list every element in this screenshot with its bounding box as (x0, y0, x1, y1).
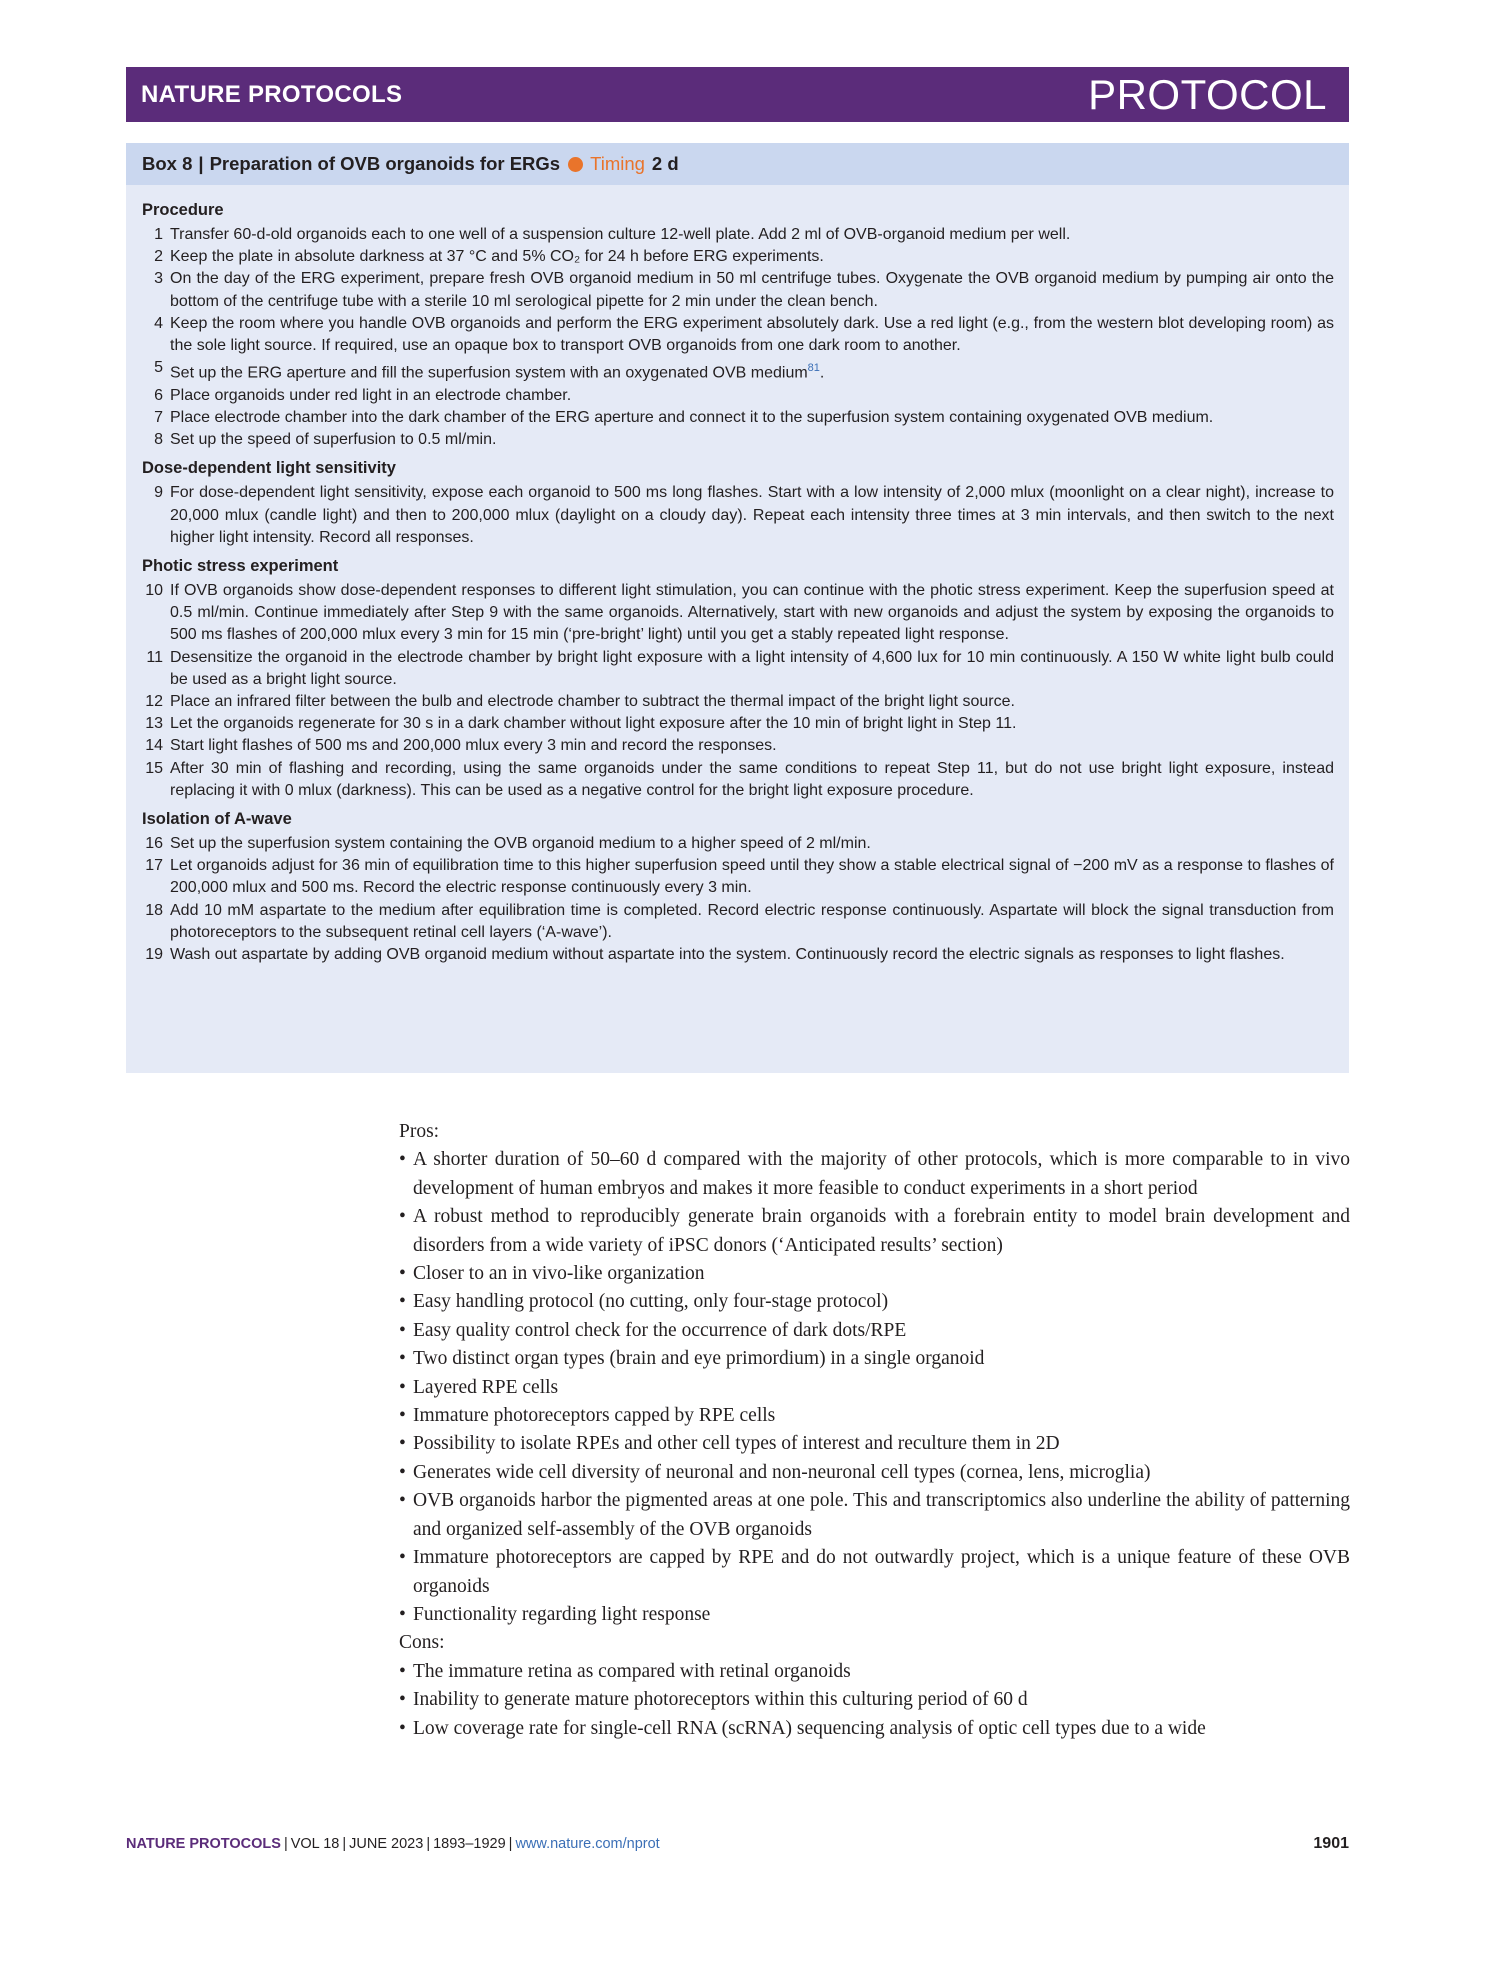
step-number: 3 (154, 270, 163, 288)
footer-url-link[interactable]: www.nature.com/nprot (515, 1836, 660, 1852)
step-text-block (170, 385, 1334, 407)
procedure-step (138, 647, 1334, 691)
pro-item (399, 1601, 1350, 1629)
con-item (399, 1686, 1350, 1714)
step-number: 4 (154, 314, 163, 332)
step-text: Place electrode chamber into the dark chamber of the ERG aperture and connect it to the superfusion system containing oxygenated OVB medium. (170, 408, 1214, 426)
step-text-block (170, 647, 1334, 691)
bullet-icon: • (399, 1603, 406, 1625)
page-footer (126, 1832, 1349, 1856)
bullet-icon: • (399, 1490, 406, 1512)
pro-item (399, 1345, 1350, 1373)
bullet-icon: • (399, 1689, 406, 1711)
step-number: 5 (154, 359, 163, 377)
procedure-step (138, 429, 1334, 451)
box-section-heading: Procedure (142, 201, 224, 219)
bullet-icon: • (399, 1717, 406, 1739)
step-text: Place organoids under red light in an electrode chamber. (170, 386, 572, 404)
step-text: Add 10 mM aspartate to the medium after equilibration time is completed. Record electric response continuously. Aspartate will block the signal transduction from photoreceptors to the subsequent retinal cell layers (‘A-wave’). (170, 901, 1334, 941)
procedure-step (138, 357, 1334, 385)
section-type-label: PROTOCOL (1088, 70, 1327, 118)
step-text: For dose-dependent light sensitivity, expose each organoid to 500 ms long flashes. Start with a low intensity of 2,000 mlux (moonlight on a clear night), increase to 20,000 mlux (candle light) and then to 200,000 mlux (daylight on a cloudy day). Repeat each intensity three times at 3 min intervals, and then switch to the next higher light intensity. Record all responses. (170, 484, 1334, 546)
step-text-block (170, 580, 1334, 647)
bullet-icon: • (399, 1461, 406, 1483)
bullet-text: Easy quality control check for the occurrence of dark dots/RPE (413, 1319, 907, 1341)
bullet-text: Two distinct organ types (brain and eye primordium) in a single organoid (413, 1348, 985, 1370)
step-number: 7 (154, 408, 163, 426)
bullet-icon: • (399, 1291, 406, 1313)
timing-value: 2 d (651, 153, 679, 174)
procedure-step (138, 268, 1334, 312)
step-text: Let organoids adjust for 36 min of equilibration time to this higher superfusion speed until they show a stable electrical signal of −200 mV as a response to flashes of 200,000 mlux and 500 ms. Record the electric response continuously every 3 min. (170, 857, 1334, 897)
box-title: Preparation of OVB organoids for ERGs (209, 153, 561, 174)
procedure-step (138, 944, 1334, 966)
step-text-block (170, 357, 1334, 385)
step-text: Keep the plate in absolute darkness at 37 °C and 5% CO₂ for 24 h before ERG experiments. (170, 248, 824, 266)
page-number: 1901 (1313, 1835, 1349, 1852)
procedure-step (138, 482, 1334, 549)
step-number: 18 (145, 901, 163, 919)
procedure-step (138, 855, 1334, 899)
box-number: Box 8 (142, 153, 193, 174)
box-section-heading: Isolation of A-wave (142, 810, 292, 828)
bullet-text: Inability to generate mature photoreceptors within this culturing period of 60 d (413, 1689, 1028, 1711)
procedure-step (138, 246, 1334, 268)
bullet-icon: • (399, 1405, 406, 1427)
step-text-block (170, 268, 1334, 312)
step-number: 6 (154, 386, 163, 404)
timing-dot-icon (568, 157, 583, 172)
pro-item (399, 1203, 1350, 1260)
box-8 (126, 143, 1349, 1073)
pro-item (399, 1260, 1350, 1288)
step-text: Keep the room where you handle OVB organoids and perform the ERG experiment absolutely dark. Use a red light (e.g., from the western blot developing room) as the sole light source. If required, use an opaque box to transport OVB organoids from one dark room to another. (170, 314, 1334, 355)
step-text-block (170, 855, 1334, 899)
bullet-icon: • (399, 1149, 406, 1171)
bullet-text: Functionality regarding light response (413, 1603, 711, 1625)
step-text-block (170, 224, 1334, 246)
footer-journal: NATURE PROTOCOLS (126, 1836, 281, 1852)
step-number: 11 (146, 648, 163, 666)
bullet-text: Possibility to isolate RPEs and other cell types of interest and reculture them in 2D (413, 1433, 1060, 1455)
step-text-block (170, 758, 1334, 802)
pro-item (399, 1430, 1350, 1458)
step-text-block (170, 944, 1334, 966)
step-text: Desensitize the organoid in the electrode chamber by bright light exposure with a light intensity of 4,600 lux for 10 min continuously. A 150 W white light bulb could be used as a bright light source. (170, 648, 1334, 688)
reference-link[interactable]: 81 (807, 362, 820, 375)
con-item (399, 1658, 1350, 1686)
bullet-icon: • (399, 1433, 406, 1455)
bullet-icon: • (399, 1319, 406, 1341)
step-number: 1 (154, 226, 163, 243)
step-number: 10 (145, 581, 163, 599)
pros-label: Pros: (399, 1121, 440, 1142)
bullet-text: OVB organoids harbor the pigmented areas at one pole. This and transcriptomics also underline the ability of patterning and organized self-assembly of the OVB organoids (413, 1490, 1350, 1540)
procedure-step (138, 407, 1334, 429)
step-text-block (170, 313, 1334, 357)
procedure-step (138, 713, 1334, 735)
step-text-block (170, 691, 1334, 713)
bullet-text: Immature photoreceptors are capped by RPE and do not outwardly project, which is a unique feature of these OVB organoids (413, 1547, 1350, 1597)
footer-pages: 1893–1929 (433, 1836, 506, 1852)
cons-label: Cons: (399, 1632, 445, 1654)
box-body (126, 185, 1349, 966)
step-text: Set up the superfusion system containing the OVB organoid medium to a higher speed of 2 ml/min. (170, 835, 871, 852)
bullet-text: Closer to an in vivo-like organization (413, 1263, 705, 1285)
bullet-text: Low coverage rate for single-cell RNA (scRNA) sequencing analysis of optic cell types due to a wide (413, 1717, 1206, 1739)
box-title-separator: | (198, 153, 204, 174)
step-number: 17 (145, 857, 163, 875)
con-item (399, 1715, 1350, 1743)
step-text-block (170, 713, 1334, 735)
step-number: 2 (154, 248, 163, 266)
procedure-step (138, 224, 1334, 246)
procedure-step (138, 758, 1334, 802)
step-text: If OVB organoids show dose-dependent responses to different light stimulation, you can continue with the photic stress experiment. Keep the superfusion speed at 0.5 ml/min. Continue immediately after Step 9 with the same organoids. Alternatively, start with new organoids and adjust the system by exposing the organoids to 500 ms flashes of 200,000 mlux every 3 min for 15 min (‘pre-bright’ light) until you get a stably repeated light response. (170, 581, 1334, 644)
step-text: Wash out aspartate by adding OVB organoid medium without aspartate into the system. Continuously record the electric signals as responses to light flashes. (170, 946, 1285, 964)
step-text-tail: . (819, 364, 825, 382)
step-number: 13 (145, 715, 163, 733)
step-text: Start light flashes of 500 ms and 200,000 mlux every 3 min and record the responses. (170, 737, 777, 755)
step-number: 15 (145, 759, 163, 777)
step-text: Place an infrared filter between the bulb and electrode chamber to subtract the thermal impact of the bright light source. (170, 692, 1015, 710)
pro-item (399, 1288, 1350, 1316)
pros-cons-list (399, 1118, 1350, 1743)
procedure-step (138, 900, 1334, 944)
step-text-block (170, 407, 1334, 429)
bullet-text: A robust method to reproducibly generate brain organoids with a forebrain entity to model brain development and disorders from a wide variety of iPSC donors (‘Anticipated results’ section) (413, 1206, 1350, 1256)
step-text: Let the organoids regenerate for 30 s in a dark chamber without light exposure after the 10 min of bright light in Step 11. (170, 715, 1017, 733)
pro-item (399, 1146, 1350, 1203)
step-text: After 30 min of flashing and recording, using the same organoids under the same conditions to repeat Step 11, but do not use bright light exposure, instead replacing it with 0 mlux (darkness). This can be used as a negative control for the bright light exposure procedure. (170, 759, 1334, 799)
step-text-block (170, 246, 1334, 268)
pro-item (399, 1544, 1350, 1601)
step-text-block (170, 429, 1334, 451)
footer-citation: NATURE PROTOCOLS | VOL 18 | JUNE 2023 | 1893–1929 | www.nature.com/nprot (126, 1836, 660, 1852)
bullet-text: A shorter duration of 50–60 d compared with the majority of other protocols, which is more comparable to in vivo development of human embryos and makes it more feasible to conduct experiments in a short period (413, 1149, 1350, 1199)
procedure-step (138, 580, 1334, 647)
step-number: 8 (154, 431, 163, 449)
step-text: Set up the ERG aperture and fill the superfusion system with an oxygenated OVB medium (170, 364, 808, 382)
bullet-text: Layered RPE cells (413, 1376, 559, 1398)
timing-label: Timing (590, 153, 645, 174)
bullet-icon: • (399, 1348, 406, 1370)
bullet-text: Generates wide cell diversity of neuronal and non-neuronal cell types (cornea, lens, microglia) (413, 1461, 1151, 1483)
pro-item (399, 1487, 1350, 1544)
box-title-bar (126, 143, 1349, 185)
step-text: On the day of the ERG experiment, prepare fresh OVB organoid medium in 50 ml centrifuge tubes. Oxygenate the OVB organoid medium by pumping air onto the bottom of the centrifuge tube with a sterile 10 ml serological pipette for 2 min under the clean bench. (170, 270, 1334, 310)
step-text: Transfer 60-d-old organoids each to one well of a suspension culture 12-well plate. Add 2 ml of OVB-organoid medium per well. (170, 226, 1071, 243)
footer-issue-date: JUNE 2023 (349, 1836, 424, 1852)
step-text-block (170, 833, 1334, 855)
step-text-block (170, 482, 1334, 549)
step-text-block (170, 900, 1334, 944)
step-number: 19 (145, 946, 163, 964)
page-header (126, 67, 1349, 122)
procedure-step (138, 313, 1334, 357)
bullet-icon: • (399, 1660, 406, 1682)
procedure-step (138, 735, 1334, 757)
pro-item (399, 1459, 1350, 1487)
journal-name: NATURE PROTOCOLS (141, 80, 403, 108)
bullet-text: Immature photoreceptors capped by RPE cells (413, 1405, 776, 1427)
procedure-step (138, 385, 1334, 407)
pro-item (399, 1374, 1350, 1402)
bullet-icon: • (399, 1206, 406, 1228)
box-section-heading: Photic stress experiment (142, 556, 339, 575)
footer-volume: VOL 18 (290, 1836, 340, 1852)
pro-item (399, 1317, 1350, 1345)
step-text: Set up the speed of superfusion to 0.5 ml/min. (170, 431, 497, 449)
bullet-text: The immature retina as compared with retinal organoids (413, 1660, 851, 1682)
bullet-icon: • (399, 1263, 406, 1285)
bullet-icon: • (399, 1376, 406, 1398)
step-text-block (170, 735, 1334, 757)
bullet-icon: • (399, 1547, 406, 1569)
step-number: 14 (145, 737, 163, 755)
procedure-step (138, 833, 1334, 855)
bullet-text: Easy handling protocol (no cutting, only four-stage protocol) (413, 1291, 889, 1313)
step-number: 16 (145, 835, 163, 852)
pro-item (399, 1402, 1350, 1430)
box-section-heading: Dose-dependent light sensitivity (142, 459, 396, 478)
procedure-step (138, 691, 1334, 713)
step-number: 9 (154, 484, 163, 502)
step-number: 12 (145, 692, 163, 710)
